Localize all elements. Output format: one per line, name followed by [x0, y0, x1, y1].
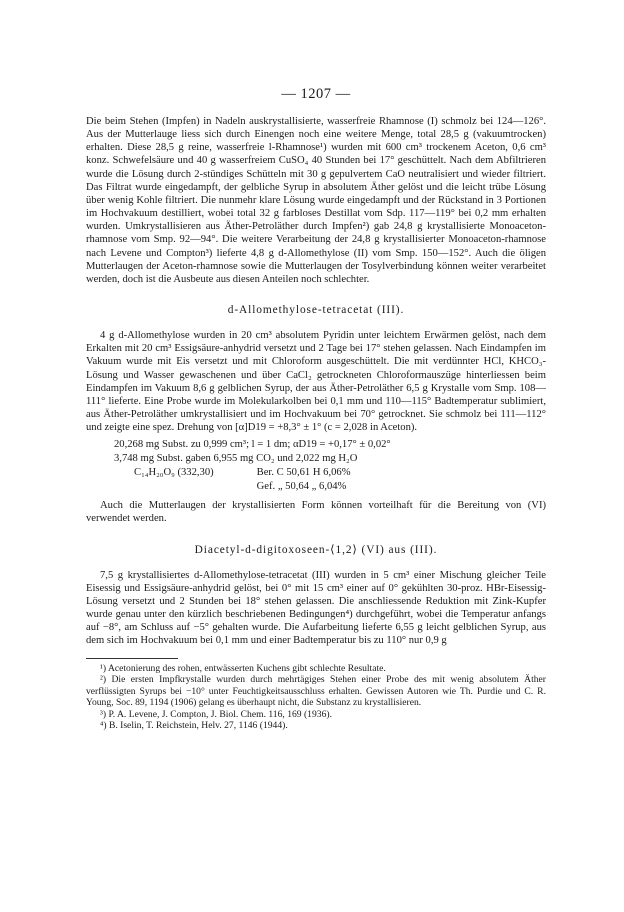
found-values: Gef. „ 50,64 „ 6,04% — [256, 481, 347, 493]
section1-note: Auch die Mutterlaugen der krystallisierten Form können vorteilhaft für die Bereitung von (VI) verwendet werden. — [86, 500, 546, 525]
footnote-divider — [86, 658, 178, 659]
intro-paragraph: Die beim Stehen (Impfen) in Nadeln auskrystallisierte, wasserfreie Rhamnose (I) schmolz bei 124—126°. Aus der Mutterlauge liess sich durch Einengen noch eine weitere Menge, total 28,5 g (vakuumtrocken) erhalten. Diese 28,5 g reine, wasserfreie l-Rhamnose¹) wurden mit 600 cm³ trockenem Aceton, 0,6 cm³ konz. Schwefelsäure und 40 g wasserfreiem CuSO₄ 40 Stunden bei 17° geschüttelt. Nach dem Abfiltrieren wurde die Lösung durch 2-stündiges Schütteln mit 30 g gepulvertem CaO neutralisiert und wieder filtriert. Das Filtrat wurde eingedampft, der gelbliche Syrup in absolutem Äther gelöst und die leicht trübe Lösung über wenig Kohle filtriert. Die nunmehr klare Lösung wurde eingedampft und der Rückstand in 3 Portionen im Hochvakuum destilliert, wobei total 32 g farbloses Destillat vom Sdp. 117—119° bei 0,2 mm erhalten wurden. Umkrystallisieren aus Äther-Petroläther durch Impfen²) gab 24,8 g krystallisierte Monoaceton-rhamnose vom Smp. 92—94°. Die weitere Verarbeitung der 24,8 g krystallisierter Monoaceton-rhamnose nach Levene und Compton³) lieferte 4,8 g d-Allomethylose (II) vom Smp. 150—152°. Auch die öligen Mutterlaugen der Aceton-rhamnose sowie die Mutterlaugen der Tosylverbindung können weiter verarbeitet werden, doch ist die Ausbeute aus diesen Anteilen noch schlechter. — [86, 116, 546, 285]
calculated-values: Ber. C 50,61 H 6,06% — [256, 467, 351, 479]
combustion-measurement: 3,748 mg Subst. gaben 6,955 mg CO₂ und 2,022 mg H₂O — [114, 453, 358, 465]
molecular-formula: C₁₄H₂₀O₉ (332,30) — [134, 467, 214, 479]
analysis-calc-row — [86, 466, 546, 480]
section2-paragraph: 7,5 g krystallisiertes d-Allomethylose-tetracetat (III) wurden in 5 cm³ einer Mischung gleicher Teile Eisessig und Essigsäure-anhydrid gelöst, bei 0° mit 15 cm³ einer auf 0° gekühlten 30-proz. HBr-Eisessig-Lösung versetzt und 2 Stunden bei 18° stehen gelassen. Die anschliessende Reduktion mit Zink-Kupfer wurde genau unter den kürzlich beschriebenen Bedingungen⁴) durchgeführt, wobei die Temperatur anfangs auf −8°, am Schluss auf −5° gehalten wurde. Die Aufarbeitung lieferte 6,55 g leicht gelblichen Syrup, aus dem sich im Hochvakuum bei 0,1 mm und einer Badtemperatur bis zu 110° nur 0,9 g — [86, 569, 546, 647]
footnote-3: ³) P. A. Levene, J. Compton, J. Biol. Chem. 116, 169 (1936). — [100, 708, 332, 720]
page-number: — 1207 — — [281, 86, 351, 102]
analysis-found-row — [86, 480, 546, 494]
section1-paragraph: 4 g d-Allomethylose wurden in 20 cm³ absolutem Pyridin unter leichtem Erwärmen gelöst, nach dem Erkalten mit 20 cm³ Essigsäure-anhydrid versetzt und 2 Tage bei 17° stehen gelassen. Nach Eindampfen im Vakuum wurde mit Eis versetzt und mit Chloroform ausgeschüttelt. Die mit verdünnter HCl, KHCO₃-Lösung und Wasser gewaschenen und über CaCl₂ getrockneten Chloroformauszüge hinterliessen beim Eindampfen im Vakuum 8,6 g gelblichen Syrup, der aus Äther-Petroläther 6,5 g Krystalle vom Smp. 108—111° lieferte. Eine Probe wurde im Molekularkolben bei 0,1 mm und 110—115° Badtemperatur sublimiert, aus Äther-Petroläther umkrystallisiert und im Hochvakuum bei 70° getrocknet. Sie schmolz bei 111—112° und zeigte eine spez. Drehung von [α]D19 = +8,3° ± 1° (c = 2,028 in Aceton). — [86, 330, 546, 434]
analysis-block — [86, 438, 546, 494]
section-heading-diacetyl-digitoxoseen: Diacetyl-d-digitoxoseen-⟨1,2⟩ (VI) aus (III). — [194, 543, 438, 556]
section-heading-allomethylose-tetracetat: d-Allomethylose-tetracetat (III). — [227, 304, 405, 317]
rotation-measurement: 20,268 mg Subst. zu 0,999 cm³; l = 1 dm; αD19 = +0,17° ± 0,02° — [114, 439, 391, 451]
footnote-1: ¹) Acetonierung des rohen, entwässerten Kuchens gibt schlechte Resultate. — [100, 662, 386, 674]
footnote-4: ⁴) B. Iselin, T. Reichstein, Helv. 27, 1146 (1944). — [100, 720, 288, 732]
page — [86, 86, 546, 732]
footnote-2: ²) Die ersten Impfkrystalle wurden durch mehrtägiges Stehen einer Probe des mit wenig absolutem Äther verflüssigten Syrups bei −10° unter Feuchtigkeitsausschluss erhalten. Gewissen Autoren wie Th. Purdie und C. R. Young, Soc. 89, 1194 (1906) gelang es überhaupt nicht, die Substanz zu krystallisieren. — [86, 674, 546, 709]
